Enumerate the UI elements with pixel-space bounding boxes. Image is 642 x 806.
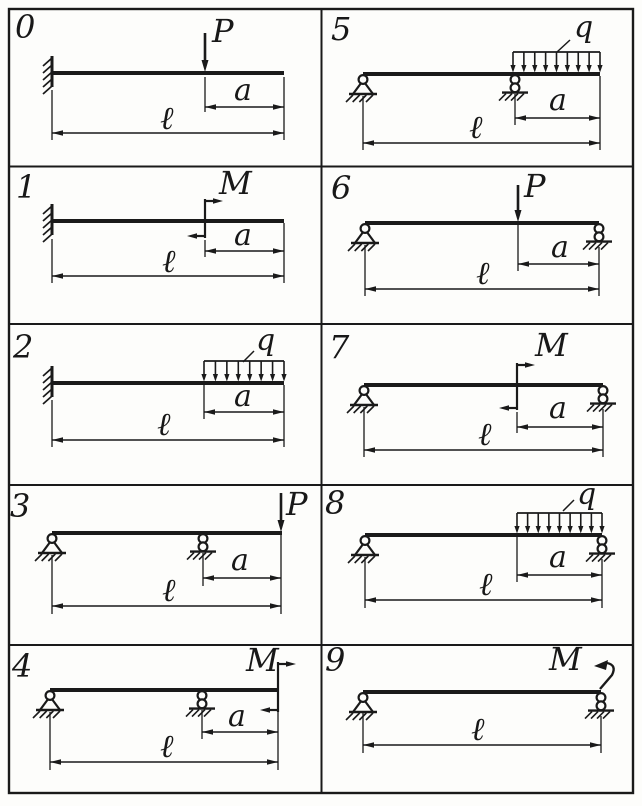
pin-hinge xyxy=(360,386,369,395)
load-label: q xyxy=(574,10,594,45)
dim-label: ℓ xyxy=(469,108,483,146)
dim-arrowhead-left xyxy=(363,140,374,145)
dim-arrowhead-left xyxy=(205,104,216,109)
dim-label: ℓ xyxy=(478,415,492,453)
dim-arrowhead-right xyxy=(592,447,603,452)
down-arrowhead xyxy=(202,60,209,72)
dim-arrowhead-left xyxy=(52,273,63,278)
udl-arrowhead xyxy=(576,65,581,73)
dim-arrowhead-right xyxy=(592,424,603,429)
right-arrowhead xyxy=(525,362,535,368)
udl-load xyxy=(201,323,286,382)
udl-arrowhead xyxy=(510,65,515,73)
udl-arrowhead xyxy=(554,65,559,73)
label-leader xyxy=(557,40,570,52)
udl-arrowhead xyxy=(224,374,229,382)
dimension-a xyxy=(205,218,284,254)
dim-arrowhead-left xyxy=(517,424,528,429)
scheme-cell-1 xyxy=(16,164,284,283)
roller-wheel xyxy=(595,232,604,241)
pin-leg xyxy=(367,232,376,244)
cell-number: 3 xyxy=(10,487,31,525)
udl-arrowhead xyxy=(578,526,583,534)
ground-hatch xyxy=(33,711,40,718)
udl-arrowhead xyxy=(557,526,562,534)
dimension-l xyxy=(363,710,601,748)
roller-support-icon xyxy=(187,534,216,560)
udl-arrowhead xyxy=(546,526,551,534)
load-label: M xyxy=(246,641,279,679)
dim-arrowhead-left xyxy=(517,572,528,577)
udl-arrowhead xyxy=(536,526,541,534)
down-arrowhead xyxy=(278,520,285,532)
udl-arrowhead xyxy=(565,65,570,73)
dim-arrowhead-right xyxy=(588,286,599,291)
dim-arrowhead-right xyxy=(273,437,284,442)
load-label: q xyxy=(577,477,597,512)
dim-label: ℓ xyxy=(160,99,174,137)
pin-leg xyxy=(353,701,362,713)
cell-number: 9 xyxy=(325,641,346,679)
dim-arrowhead-left xyxy=(515,115,526,120)
dimension-a xyxy=(515,83,600,121)
right-arrowhead xyxy=(286,661,296,667)
roller-wheel xyxy=(598,544,607,553)
roller-wheel xyxy=(199,542,208,551)
ground-hatch xyxy=(346,95,353,102)
scheme-cell-0 xyxy=(15,8,284,140)
fixed-support-icon xyxy=(43,204,52,242)
dim-arrowhead-right xyxy=(591,572,602,577)
ground-hatch xyxy=(368,244,375,251)
dim-arrowhead-right xyxy=(273,409,284,414)
scheme-cell-9 xyxy=(325,640,614,753)
pin-leg xyxy=(365,83,374,95)
dim-label: ℓ xyxy=(476,254,490,292)
udl-arrowhead xyxy=(201,374,206,382)
roller-support-icon xyxy=(586,536,615,562)
pin-leg xyxy=(367,544,376,556)
pin-leg xyxy=(54,542,63,554)
ground-hatch xyxy=(346,713,353,720)
scheme-cell-8 xyxy=(325,477,615,608)
roller-wheel xyxy=(597,701,606,710)
ground-hatch xyxy=(366,713,373,720)
pin-hinge xyxy=(359,693,368,702)
roller-wheel xyxy=(511,83,520,92)
dimension-a xyxy=(517,391,603,430)
load-label: P xyxy=(524,167,546,205)
cell-number: 1 xyxy=(16,168,37,206)
udl-arrowhead xyxy=(281,374,286,382)
scheme-cell-5 xyxy=(331,10,603,150)
dim-arrowhead-right xyxy=(589,140,600,145)
dim-arrowhead-right xyxy=(270,603,281,608)
dim-label: ℓ xyxy=(479,565,493,603)
dim-arrowhead-left xyxy=(52,437,63,442)
ground-hatch xyxy=(348,556,355,563)
dimension-a xyxy=(203,543,281,581)
roller-support-icon xyxy=(499,75,528,101)
left-arrowhead xyxy=(187,233,197,239)
dim-arrowhead-right xyxy=(588,261,599,266)
cell-number: 8 xyxy=(325,484,346,522)
pin-leg xyxy=(366,394,375,406)
moment-arc-load xyxy=(548,640,614,689)
pin-support-icon xyxy=(33,691,64,718)
dim-arrowhead-left xyxy=(363,742,374,747)
pin-leg xyxy=(365,701,374,713)
udl-arrowhead xyxy=(599,526,604,534)
pin-leg xyxy=(353,83,362,95)
ground-hatch xyxy=(368,556,375,563)
pin-leg xyxy=(354,394,363,406)
pin-hinge xyxy=(48,534,57,543)
wall-hatch xyxy=(43,396,52,404)
udl-arrowhead xyxy=(521,65,526,73)
ground-hatch xyxy=(42,554,49,561)
dim-arrowhead-left xyxy=(52,130,63,135)
load-label: M xyxy=(219,164,252,202)
dim-label: a xyxy=(549,83,567,118)
dim-arrowhead-right xyxy=(267,729,278,734)
udl-arrowhead xyxy=(259,374,264,382)
dim-arrowhead-right xyxy=(273,248,284,253)
dim-label: a xyxy=(234,218,252,253)
load-label: P xyxy=(286,485,308,523)
fixed-support-icon xyxy=(43,56,52,94)
roller-support-icon xyxy=(186,691,215,717)
pin-hinge xyxy=(361,536,370,545)
pin-leg xyxy=(355,544,364,556)
dim-arrowhead-left xyxy=(365,286,376,291)
point-load xyxy=(515,167,547,222)
udl-arrowhead xyxy=(270,374,275,382)
dim-arrowhead-right xyxy=(270,575,281,580)
ground-hatch xyxy=(55,554,62,561)
pin-support-icon xyxy=(348,224,379,251)
cell-number: 5 xyxy=(331,10,352,48)
dim-arrowhead-left xyxy=(204,409,215,414)
ground-hatch xyxy=(40,711,47,718)
pin-support-icon xyxy=(35,534,66,561)
pin-support-icon xyxy=(347,386,378,413)
dimension-l xyxy=(364,415,603,453)
ground-hatch xyxy=(366,95,373,102)
dim-arrowhead-left xyxy=(203,575,214,580)
dim-label: a xyxy=(228,699,246,734)
left-arrowhead xyxy=(260,707,270,713)
pin-support-icon xyxy=(346,693,377,720)
cell-number: 6 xyxy=(331,169,352,207)
left-arrowhead xyxy=(499,405,509,411)
pin-leg xyxy=(42,542,51,554)
wall-hatch xyxy=(43,234,52,242)
pin-leg xyxy=(52,699,61,711)
roller-support-icon xyxy=(585,693,614,719)
label-leader xyxy=(563,500,574,511)
udl-arrowhead xyxy=(514,526,519,534)
dim-arrowhead-right xyxy=(590,742,601,747)
scheme-cell-4 xyxy=(11,641,296,770)
dim-label: a xyxy=(234,379,252,414)
dim-arrowhead-left xyxy=(365,597,376,602)
down-arrowhead xyxy=(515,210,522,222)
pin-hinge xyxy=(359,75,368,84)
dim-arrowhead-left xyxy=(205,248,216,253)
dim-label: ℓ xyxy=(162,242,176,280)
ground-hatch xyxy=(355,244,362,251)
pin-support-icon xyxy=(348,536,379,563)
ground-hatch xyxy=(35,554,42,561)
dim-arrowhead-right xyxy=(591,597,602,602)
ground-hatch xyxy=(354,406,361,413)
roller-wheel xyxy=(599,394,608,403)
dim-label: ℓ xyxy=(157,405,171,443)
pin-leg xyxy=(355,232,364,244)
roller-wheel xyxy=(198,699,207,708)
scheme-cell-2 xyxy=(12,323,287,447)
point-load xyxy=(202,12,235,72)
ground-hatch xyxy=(355,556,362,563)
udl-arrowhead xyxy=(589,526,594,534)
dim-label: a xyxy=(549,391,567,426)
dimension-a xyxy=(205,73,284,110)
pin-leg xyxy=(40,699,49,711)
dim-label: a xyxy=(234,73,252,108)
udl-arrowhead xyxy=(525,526,530,534)
load-label: q xyxy=(256,323,276,358)
load-label: M xyxy=(549,640,582,678)
load-label: P xyxy=(212,12,234,50)
pin-support-icon xyxy=(346,75,377,102)
cell-number: 0 xyxy=(15,8,36,46)
dim-label: ℓ xyxy=(471,710,485,748)
scheme-cell-7 xyxy=(329,326,616,457)
dim-arrowhead-left xyxy=(52,603,63,608)
udl-arrowhead xyxy=(213,374,218,382)
pin-hinge xyxy=(46,691,55,700)
dim-arrowhead-right xyxy=(273,273,284,278)
dim-label: ℓ xyxy=(162,571,176,609)
dim-arrowhead-right xyxy=(267,759,278,764)
roller-support-icon xyxy=(583,224,612,250)
load-label: M xyxy=(535,326,568,364)
udl-arrowhead xyxy=(587,65,592,73)
dim-arrowhead-left xyxy=(202,729,213,734)
udl-arrowhead xyxy=(532,65,537,73)
scheme-cell-6 xyxy=(331,167,612,296)
ground-hatch xyxy=(347,406,354,413)
ground-hatch xyxy=(367,406,374,413)
roller-support-icon xyxy=(587,386,616,412)
arc-arrowhead xyxy=(594,660,608,670)
udl-load xyxy=(510,10,602,73)
dim-arrowhead-left xyxy=(50,759,61,764)
dim-arrowhead-right xyxy=(589,115,600,120)
cell-number: 4 xyxy=(12,647,33,685)
point-load xyxy=(278,485,309,532)
dim-label: a xyxy=(549,540,567,575)
scheme-cell-3 xyxy=(10,485,308,614)
wall-hatch xyxy=(43,86,52,94)
udl-arrowhead xyxy=(568,526,573,534)
cell-number: 7 xyxy=(329,328,350,366)
moment-load xyxy=(245,641,296,713)
dim-arrowhead-left xyxy=(364,447,375,452)
dim-label: ℓ xyxy=(160,727,174,765)
dim-arrowhead-right xyxy=(273,130,284,135)
dim-arrowhead-left xyxy=(518,261,529,266)
ground-hatch xyxy=(53,711,60,718)
udl-arrowhead xyxy=(543,65,548,73)
dim-arrowhead-right xyxy=(273,104,284,109)
fixed-support-icon xyxy=(43,366,52,404)
ground-hatch xyxy=(348,244,355,251)
dim-label: a xyxy=(231,543,249,578)
pin-hinge xyxy=(361,224,370,233)
dim-label: a xyxy=(551,230,569,265)
udl-arrowhead xyxy=(597,65,602,73)
cell-number: 2 xyxy=(13,328,34,366)
ground-hatch xyxy=(353,95,360,102)
dimension-a xyxy=(518,230,599,267)
ground-hatch xyxy=(353,713,360,720)
dimension-a xyxy=(202,699,278,735)
